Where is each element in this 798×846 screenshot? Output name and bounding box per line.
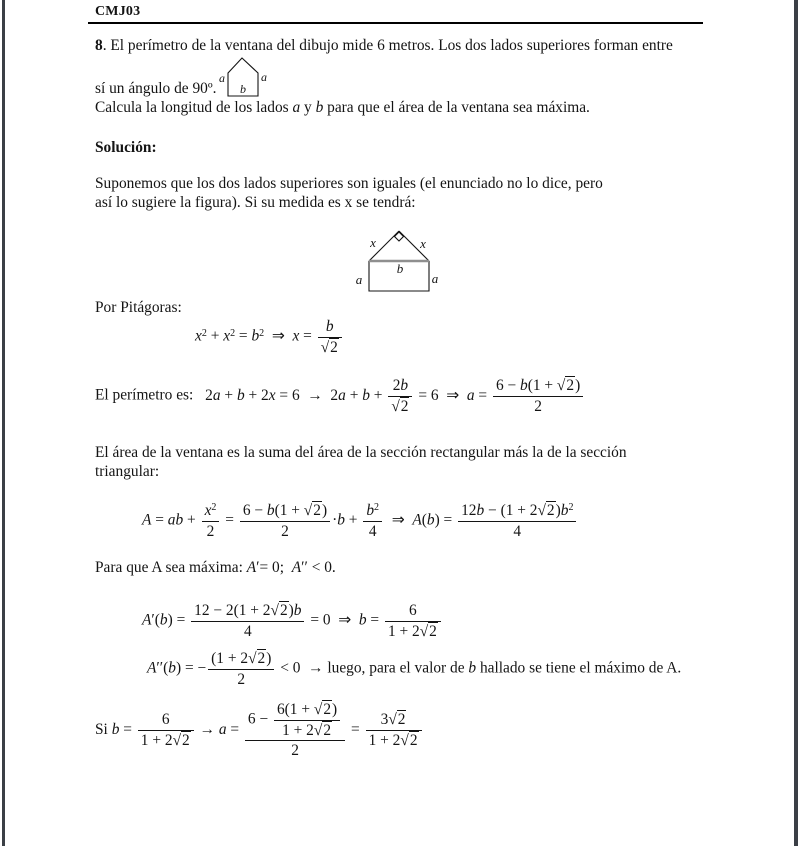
- second-derivative-equation: A′′(b) = − $\frac{(1 + 2√2)}{2}$ < 0 → luego, para el valor de b hallado se tiene el máximo de A.: [147, 650, 682, 688]
- assumption-line-2: así lo sugiere la figura). Si su medida es x se tendrá:: [95, 193, 416, 211]
- diagram-label-x-left: x: [370, 235, 376, 250]
- perimeter-equation: 2a + b + 2x = 6 → 2a + b + $\frac{2b}{√2}$ = 6 ⇒ a = $\frac{6 - b(1 + √2)}{2}$: [205, 387, 585, 404]
- inline-window-figure: [216, 54, 270, 101]
- viewport-edge-left: [2, 0, 5, 846]
- area-equation: A = ab + $\frac{x^2}{2}$ = $\frac{6 - b(1 + √2)}{2}$ ·b + $\frac{b^2}{4}$ ⇒ A(b) = $\frac{12b - (1 + 2√2)b^2}{4}$: [142, 502, 578, 540]
- problem-statement-line-2: sí un ángulo de 90º.: [95, 80, 217, 97]
- assumption-paragraph: [95, 175, 715, 212]
- header-rule: [88, 22, 703, 24]
- viewport-edge-right: [794, 0, 798, 846]
- problem-line-1-text: . El perímetro de la ventana del dibujo mide 6 metros. Los dos lados superiores forman entre: [102, 37, 673, 54]
- window-diagram: [338, 226, 468, 298]
- diagram-label-a-left: a: [355, 272, 363, 287]
- maximum-condition-line: Para que A sea máxima: A′= 0; A′′ < 0.: [95, 559, 336, 576]
- problem-statement-line-1: [95, 37, 673, 55]
- problem-number: 8: [95, 37, 103, 54]
- inline-figure-label-a-left: a: [219, 71, 225, 85]
- assumption-line-1: Suponemos que los dos lados superiores son iguales (el enunciado no lo dice, pero: [95, 175, 603, 192]
- final-result-equation: Si b = $\frac{6}{1 + 2√2}$ → a = 6 − $\frac{6(1 + √2)}{1 + 2√2}$ 2 = $\frac{3√2}{1 + 2√2}$: [95, 701, 424, 760]
- inline-figure-label-b: b: [240, 82, 246, 96]
- diagram-label-a-right: a: [431, 271, 439, 286]
- inline-figure-label-a-right: a: [261, 70, 267, 84]
- pythagoras-label: Por Pitágoras:: [95, 299, 182, 316]
- diagram-label-x-right: x: [420, 236, 426, 251]
- diagram-label-b: b: [396, 261, 404, 276]
- solution-heading: Solución:: [95, 139, 157, 156]
- area-paragraph: [95, 444, 715, 481]
- perimeter-equation-line: [95, 377, 585, 415]
- right-angle-marker: [395, 232, 404, 241]
- problem-statement-line-3: Calcula la longitud de los lados a y b para que el área de la ventana sea máxima.: [95, 99, 590, 116]
- perimeter-label: El perímetro es:: [95, 386, 194, 404]
- area-paragraph-line-1: El área de la ventana es la suma del área de la sección rectangular más la de la sección: [95, 444, 627, 461]
- area-paragraph-line-2: triangular:: [95, 462, 160, 480]
- pythagoras-equation: $x^2 + x^2 = b^2$ ⇒ x = $\frac{b}{√2}$: [195, 318, 344, 356]
- first-derivative-equation: A′(b) = $\frac{12 - 2(1 + 2√2)b}{4}$ = 0 ⇒ b = $\frac{6}{1 + 2√2}$: [142, 602, 443, 640]
- header-code: CMJ03: [95, 4, 141, 19]
